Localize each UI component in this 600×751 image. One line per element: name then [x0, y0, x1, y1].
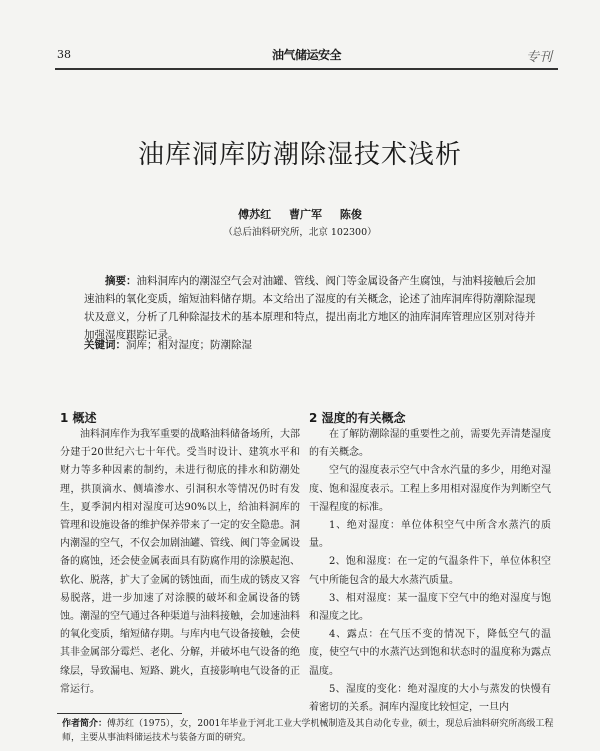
section-2-paragraph: 空气的湿度表示空气中含水汽量的多少，用绝对湿度、饱和湿度表示。工程上多用相对湿度作为判断空气干湿程度的标准。 [309, 465, 551, 513]
definition-saturation-humidity: 2、饱和湿度：在一定的气温条件下，单位体积空气中所能包含的最大水蒸汽质量。 [309, 556, 551, 586]
left-column [60, 410, 300, 699]
definition-relative-humidity: 3、相对湿度：某一温度下空气中的绝对湿度与饱和湿度之比。 [309, 592, 551, 623]
keywords [84, 337, 544, 352]
section-1-heading: 1 概述 [60, 411, 97, 425]
author-affiliation: （总后油料研究所，北京 102300） [223, 227, 377, 238]
right-column [309, 410, 551, 717]
keywords-text: 洞库；相对湿度；防潮除湿 [126, 339, 252, 351]
author-footnote [62, 717, 556, 745]
section-label: 专刊 [525, 50, 552, 65]
keywords-label: 关键词： [84, 339, 126, 351]
definition-absolute-humidity: 1、绝对湿度：单位体积空气中所含水蒸汽的质量。 [309, 520, 551, 550]
abstract-label: 摘要： [105, 275, 137, 287]
abstract [84, 272, 544, 344]
definition-humidity-change: 5、湿度的变化：绝对湿度的大小与蒸发的快慢有着密切的关系。洞库内湿度比较恒定，一旦内 [309, 683, 551, 714]
abstract-text: 油料洞库内的潮湿空气会对油罐、管线、阀门等金属设备产生腐蚀，与油料接触后会加速油料的氧化变质，缩短油料储存期。本文给出了湿度的有关概念，论述了油库洞库得防潮除湿现状及意义，分析了几种除湿技术的基本原理和特点，提出南北方地区的油库洞库管理应区别对待并加强湿度跟踪记录。 [84, 275, 536, 341]
header-rule [55, 68, 558, 70]
article-authors: 傅苏红 曹广军 陈俊 [238, 208, 362, 221]
journal-name: 油气储运安全 [271, 48, 341, 62]
footnote-label: 作者简介： [62, 719, 108, 729]
article-title: 油库洞库防潮除湿技术浅析 [137, 140, 462, 170]
footnote-rule [57, 713, 182, 714]
page-number: 38 [57, 48, 71, 61]
running-header [57, 44, 556, 66]
section-2-paragraph: 在了解防潮除湿的重要性之前，需要先弄清楚湿度的有关概念。 [309, 429, 551, 459]
definition-dew-point: 4、露点：在气压不变的情况下，降低空气的温度，使空气中的水蒸汽达到饱和状态时的温度称为露点温度。 [309, 629, 551, 677]
section-1-paragraph: 油料洞库作为我军重要的战略油料储备场所，大部分建于20世纪六七十年代。受当时设计、建筑水平和财力等多种因素的制约，未进行彻底的排水和防潮处理，拱顶滴水、侧墙渗水、引洞积水等情况仍时有发生，夏季洞内相对湿度可达90%以上，给油料洞库的管理和设施设备的维护保养带来了一定的安全隐患。洞内潮湿的空气，不仅会加剧油罐、管线、阀门等金属设备的腐蚀，还会使金属表面具有防腐作用的涂膜起泡、软化、脱落，扩大了金属的锈蚀面，而生成的锈皮又容易脱落，进一步加速了对涂膜的破坏和金属设备的锈蚀。潮湿的空气通过各种渠道与油料接触，会加速油料的氧化变质，缩短储存期。与库内电气设备接触，会使其非金属部分霉烂、老化、分解，并破坏电气设备的绝缘层，导致漏电、短路、跳火，直接影响电气设备的正常运行。 [60, 429, 300, 695]
footnote-text: 傅苏红（1975），女，2001年毕业于河北工业大学机械制造及其自动化专业，硕士，现总后油料研究所高级工程师，主要从事油料储运技术与装备方面的研究。 [62, 719, 554, 743]
section-2-heading: 2 湿度的有关概念 [309, 411, 406, 425]
